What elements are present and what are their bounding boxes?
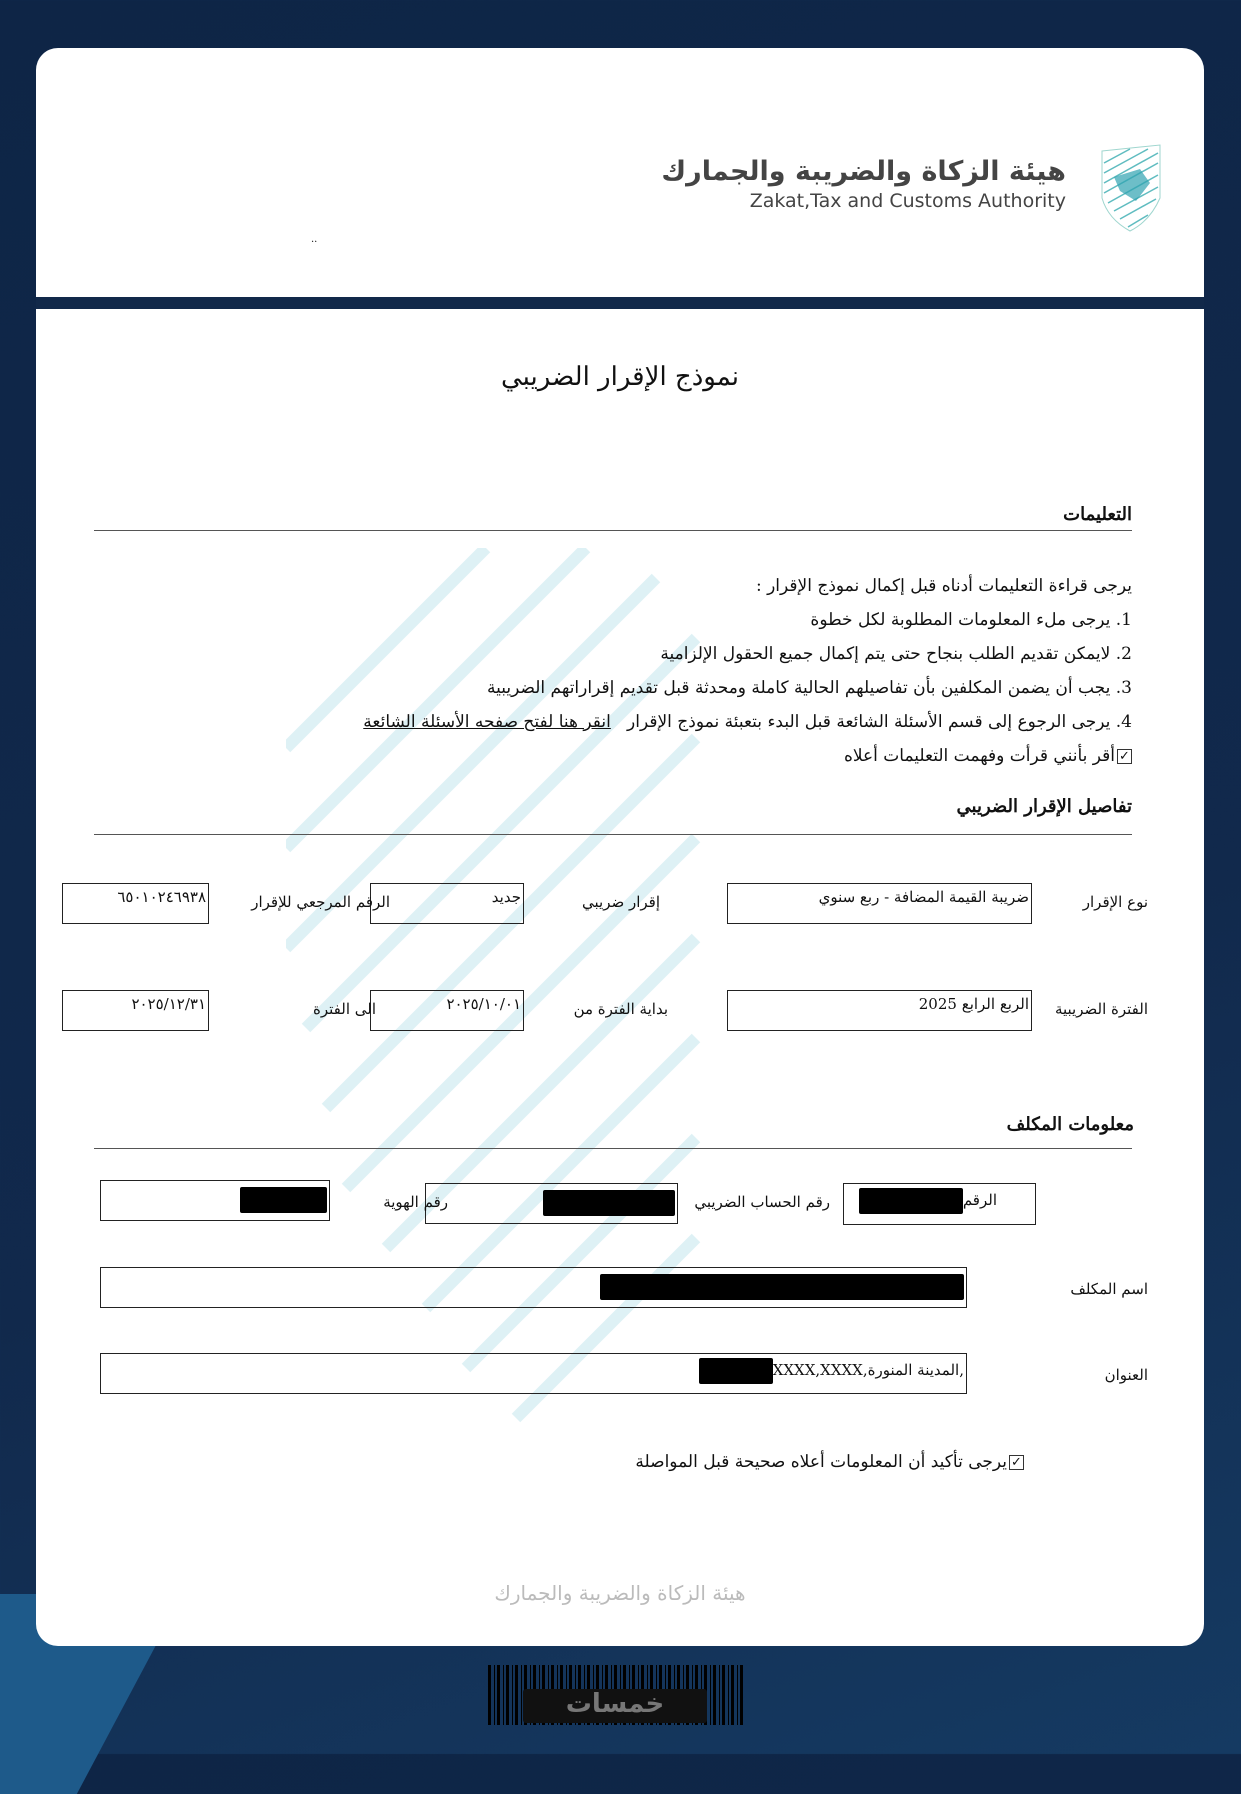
- period-end-label: الى الفترة: [313, 1000, 376, 1018]
- page-title: نموذج الإقرار الضريبي: [501, 362, 739, 392]
- confirm-label: يرجى تأكيد أن المعلومات أعلاه صحيحة قبل المواصلة: [635, 1452, 1007, 1472]
- header-dots: ..: [311, 234, 318, 245]
- org-name-en: Zakat,Tax and Customs Authority: [749, 190, 1066, 212]
- id-label: رقم الهوية: [383, 1193, 448, 1211]
- redacted-block: [543, 1190, 675, 1216]
- number-field[interactable]: [843, 1183, 1036, 1225]
- tax-return-label: إقرار ضريبي: [581, 893, 660, 911]
- period-start-label: بداية الفترة من: [573, 1000, 668, 1018]
- reference-field[interactable]: ٦٥٠١٠٢٤٦٩٣٨: [62, 883, 209, 924]
- taxpayer-heading: معلومات المكلف: [1006, 1114, 1134, 1135]
- divider: [94, 834, 1132, 835]
- redacted-block: [859, 1188, 963, 1214]
- tax-return-field[interactable]: جديد: [370, 883, 524, 924]
- instructions-intro: يرجى قراءة التعليمات أدناه قبل إكمال نموذج الإقرار :: [755, 576, 1132, 596]
- return-type-field[interactable]: ضريبة القيمة المضافة - ربع سنوي: [727, 883, 1032, 924]
- ack-checkbox[interactable]: ✓: [1117, 749, 1132, 764]
- return-type-label: نوع الإقرار: [1082, 893, 1148, 911]
- period-label: الفترة الضريبية: [1054, 1000, 1148, 1018]
- address-value: XXXX,XXXX,المدينة المنورة,: [772, 1361, 964, 1379]
- redacted-block: [240, 1187, 327, 1213]
- brand-name: خمسات: [523, 1689, 707, 1723]
- period-field[interactable]: الربع الرابع 2025: [727, 990, 1032, 1031]
- org-name-ar: هيئة الزكاة والضريبة والجمارك: [661, 156, 1066, 187]
- period-start-field[interactable]: ٢٠٢٥/١٠/٠١: [370, 990, 524, 1031]
- tax-account-label: رقم الحساب الضريبي: [694, 1193, 830, 1211]
- number-label: الرقم: [962, 1191, 997, 1209]
- ack-label: أقر بأنني قرأت وفهمت التعليمات أعلاه: [843, 746, 1115, 766]
- divider: [94, 530, 1132, 531]
- tax-account-field[interactable]: [425, 1183, 678, 1224]
- details-heading: تفاصيل الإقرار الضريبي: [956, 796, 1132, 817]
- divider: [94, 1148, 1132, 1149]
- zatca-logo-icon: [1100, 143, 1162, 233]
- taxpayer-name-field[interactable]: [100, 1267, 967, 1308]
- document-page: [36, 48, 1204, 1646]
- address-label: العنوان: [1104, 1366, 1148, 1384]
- instruction-item: 1. يرجى ملء المعلومات المطلوبة لكل خطوة: [810, 610, 1132, 630]
- footer-org-name: هيئة الزكاة والضريبة والجمارك: [494, 1581, 746, 1605]
- taxpayer-name-label: اسم المكلف: [1070, 1280, 1148, 1298]
- redacted-block: [600, 1274, 964, 1300]
- instruction-text: 4. يرجى الرجوع إلى قسم الأسئلة الشائعة قبل البدء بتعبئة نموذج الإقرار: [627, 712, 1132, 732]
- instructions-heading: التعليمات: [1063, 504, 1132, 525]
- redacted-block: [699, 1358, 773, 1384]
- reference-label: الرقم المرجعي للإقرار: [251, 893, 390, 911]
- faq-link[interactable]: انقر هنا لفتح صفحه الأسئلة الشائعة: [363, 712, 611, 732]
- instruction-item: [363, 712, 1132, 732]
- ack-row: [844, 746, 1132, 766]
- id-field[interactable]: [100, 1180, 330, 1221]
- period-end-field[interactable]: ٢٠٢٥/١٢/٣١: [62, 990, 209, 1031]
- address-field[interactable]: [100, 1353, 967, 1394]
- header-divider-band: [36, 297, 1204, 309]
- instruction-item: 2. لايمكن تقديم الطلب بنجاح حتى يتم إكمال جميع الحقول الإلزامية: [660, 644, 1132, 664]
- instruction-item: 3. يجب أن يضمن المكلفين بأن تفاصيلهم الحالية كاملة ومحدثة قبل تقديم إقراراتهم الضريبية: [487, 678, 1132, 698]
- confirm-checkbox[interactable]: ✓: [1009, 1455, 1024, 1470]
- confirm-row: [635, 1452, 1024, 1472]
- barcode-logo: [488, 1665, 744, 1725]
